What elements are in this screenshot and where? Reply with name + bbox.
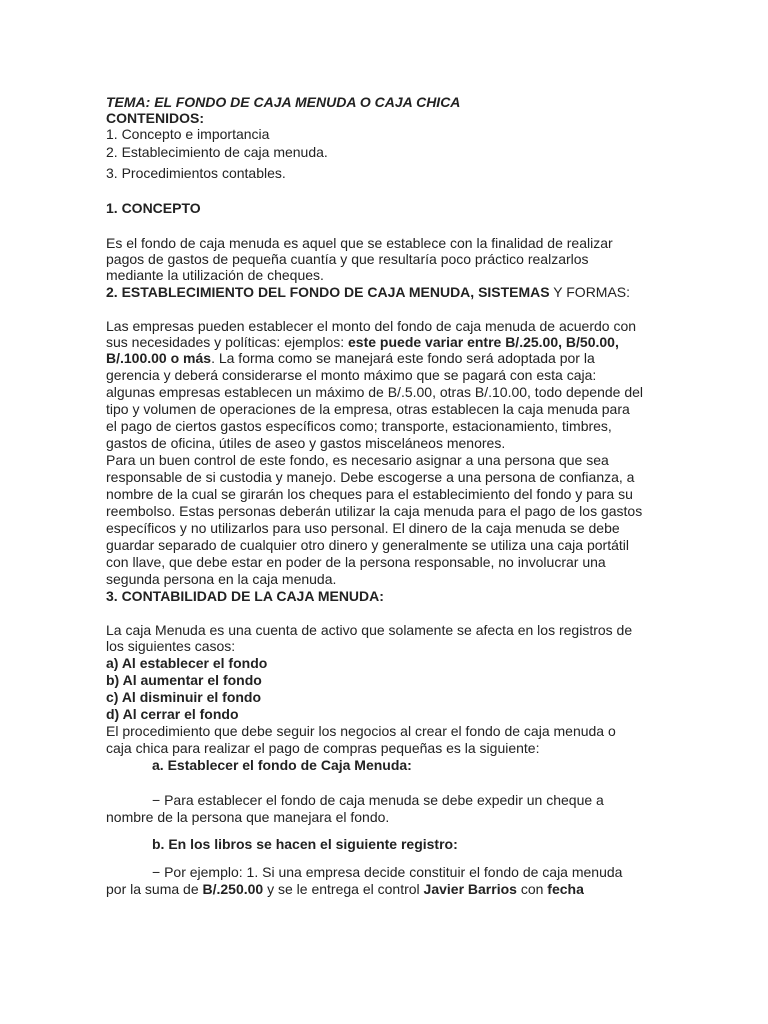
section-1-heading: 1. CONCEPTO xyxy=(106,200,201,216)
section-3-heading: 3. CONTABILIDAD DE LA CAJA MENUDA: xyxy=(106,588,384,604)
text-run: sus necesidades y políticas: ejemplos: xyxy=(106,334,349,350)
case-item: d) Al cerrar el fondo xyxy=(106,706,239,722)
paragraph-line: tipo y volumen de operaciones de la empresa, otras establecen la caja menuda para xyxy=(106,401,630,417)
text-run: y se le entrega el control xyxy=(263,881,424,897)
paragraph-line: específicos y no utilizarlos para uso personal. El dinero de la caja menuda se debe xyxy=(106,520,620,536)
contents-heading: CONTENIDOS: xyxy=(106,110,204,126)
case-item: b) Al aumentar el fondo xyxy=(106,672,262,688)
step-a-line: nombre de la persona que manejara el fondo. xyxy=(106,809,390,825)
paragraph-line: La caja Menuda es una cuenta de activo que solamente se afecta en los registros de xyxy=(106,622,633,638)
paragraph-line: Es el fondo de caja menuda es aquel que se establece con la finalidad de realizar xyxy=(106,235,613,251)
step-a-line: − Para establecer el fondo de caja menuda se debe expedir un cheque a xyxy=(152,792,604,808)
step-a-heading: a. Establecer el fondo de Caja Menuda: xyxy=(152,757,412,773)
paragraph-line: el pago de ciertos gastos específicos como; transporte, estacionamiento, timbres, xyxy=(106,418,612,434)
text-run: . La forma como se manejará este fondo será adoptada por la xyxy=(211,350,595,366)
paragraph-line: con llave, que debe estar en poder de la persona responsable, no involucrar una xyxy=(106,554,606,570)
text-run: con xyxy=(516,881,548,897)
paragraph-line xyxy=(106,334,619,351)
amount-range: B/.100.00 o más xyxy=(106,350,212,366)
paragraph-line: segunda persona en la caja menuda. xyxy=(106,571,337,587)
paragraph-line: Las empresas pueden establecer el monto del fondo de caja menuda de acuerdo con xyxy=(106,318,637,334)
paragraph-line: gastos de oficina, útiles de aseo y gastos misceláneos menores. xyxy=(106,435,506,451)
paragraph-line: mediante la utilización de cheques. xyxy=(106,267,324,283)
amount-range: este puede variar entre B/.25.00, B/50.00, xyxy=(348,334,619,350)
toc-item: 3. Procedimientos contables. xyxy=(106,165,286,181)
paragraph-line: caja chica para realizar el pago de compras pequeñas es la siguiente: xyxy=(106,740,540,756)
toc-item: 2. Establecimiento de caja menuda. xyxy=(106,144,328,160)
text-run: por la suma de xyxy=(106,881,203,897)
step-b-line xyxy=(106,881,584,898)
paragraph-line: reembolso. Estas personas deberán utilizar la caja menuda para el pago de los gastos xyxy=(106,503,643,519)
case-item: c) Al disminuir el fondo xyxy=(106,689,262,705)
section-2-heading xyxy=(106,284,630,301)
paragraph-line: pagos de gastos de pequeña cuantía y que resultaría poco práctico realzarlos xyxy=(106,251,589,267)
section-2-heading-rest: Y FORMAS: xyxy=(549,284,631,300)
toc-item: 1. Concepto e importancia xyxy=(106,126,270,142)
paragraph-line: responsable de si custodia y manejo. Debe escogerse a una persona de confianza, a xyxy=(106,469,635,485)
paragraph-line: guardar separado de cualquier otro dinero y generalmente se utiliza una caja portátil xyxy=(106,537,629,553)
person-name: Javier Barrios xyxy=(423,881,517,897)
paragraph-line: Para un buen control de este fondo, es necesario asignar a una persona que sea xyxy=(106,452,609,468)
paragraph-line: algunas empresas establecen un máximo de B/.5.00, otras B/.10.00, todo depende del xyxy=(106,384,644,400)
case-item: a) Al establecer el fondo xyxy=(106,655,268,671)
section-2-heading-bold: 2. ESTABLECIMIENTO DEL FONDO DE CAJA MENUDA, SISTEMAS xyxy=(106,284,550,300)
amount: B/.250.00 xyxy=(202,881,264,897)
text-run-bold: fecha xyxy=(547,881,584,897)
step-b-heading: b. En los libros se hacen el siguiente registro: xyxy=(152,836,458,852)
paragraph-line: gerencia y deberá considerarse el monto máximo que se pagará con esta caja: xyxy=(106,367,597,383)
paragraph-line xyxy=(106,350,595,367)
paragraph-line: los siguientes casos: xyxy=(106,638,236,654)
paragraph-line: El procedimiento que debe seguir los negocios al crear el fondo de caja menuda o xyxy=(106,723,616,739)
step-b-line: − Por ejemplo: 1. Si una empresa decide constituir el fondo de caja menuda xyxy=(152,864,623,880)
document-title: TEMA: EL FONDO DE CAJA MENUDA O CAJA CHICA xyxy=(106,94,461,110)
paragraph-line: nombre de la cual se girarán los cheques para el establecimiento del fondo y para su xyxy=(106,486,633,502)
